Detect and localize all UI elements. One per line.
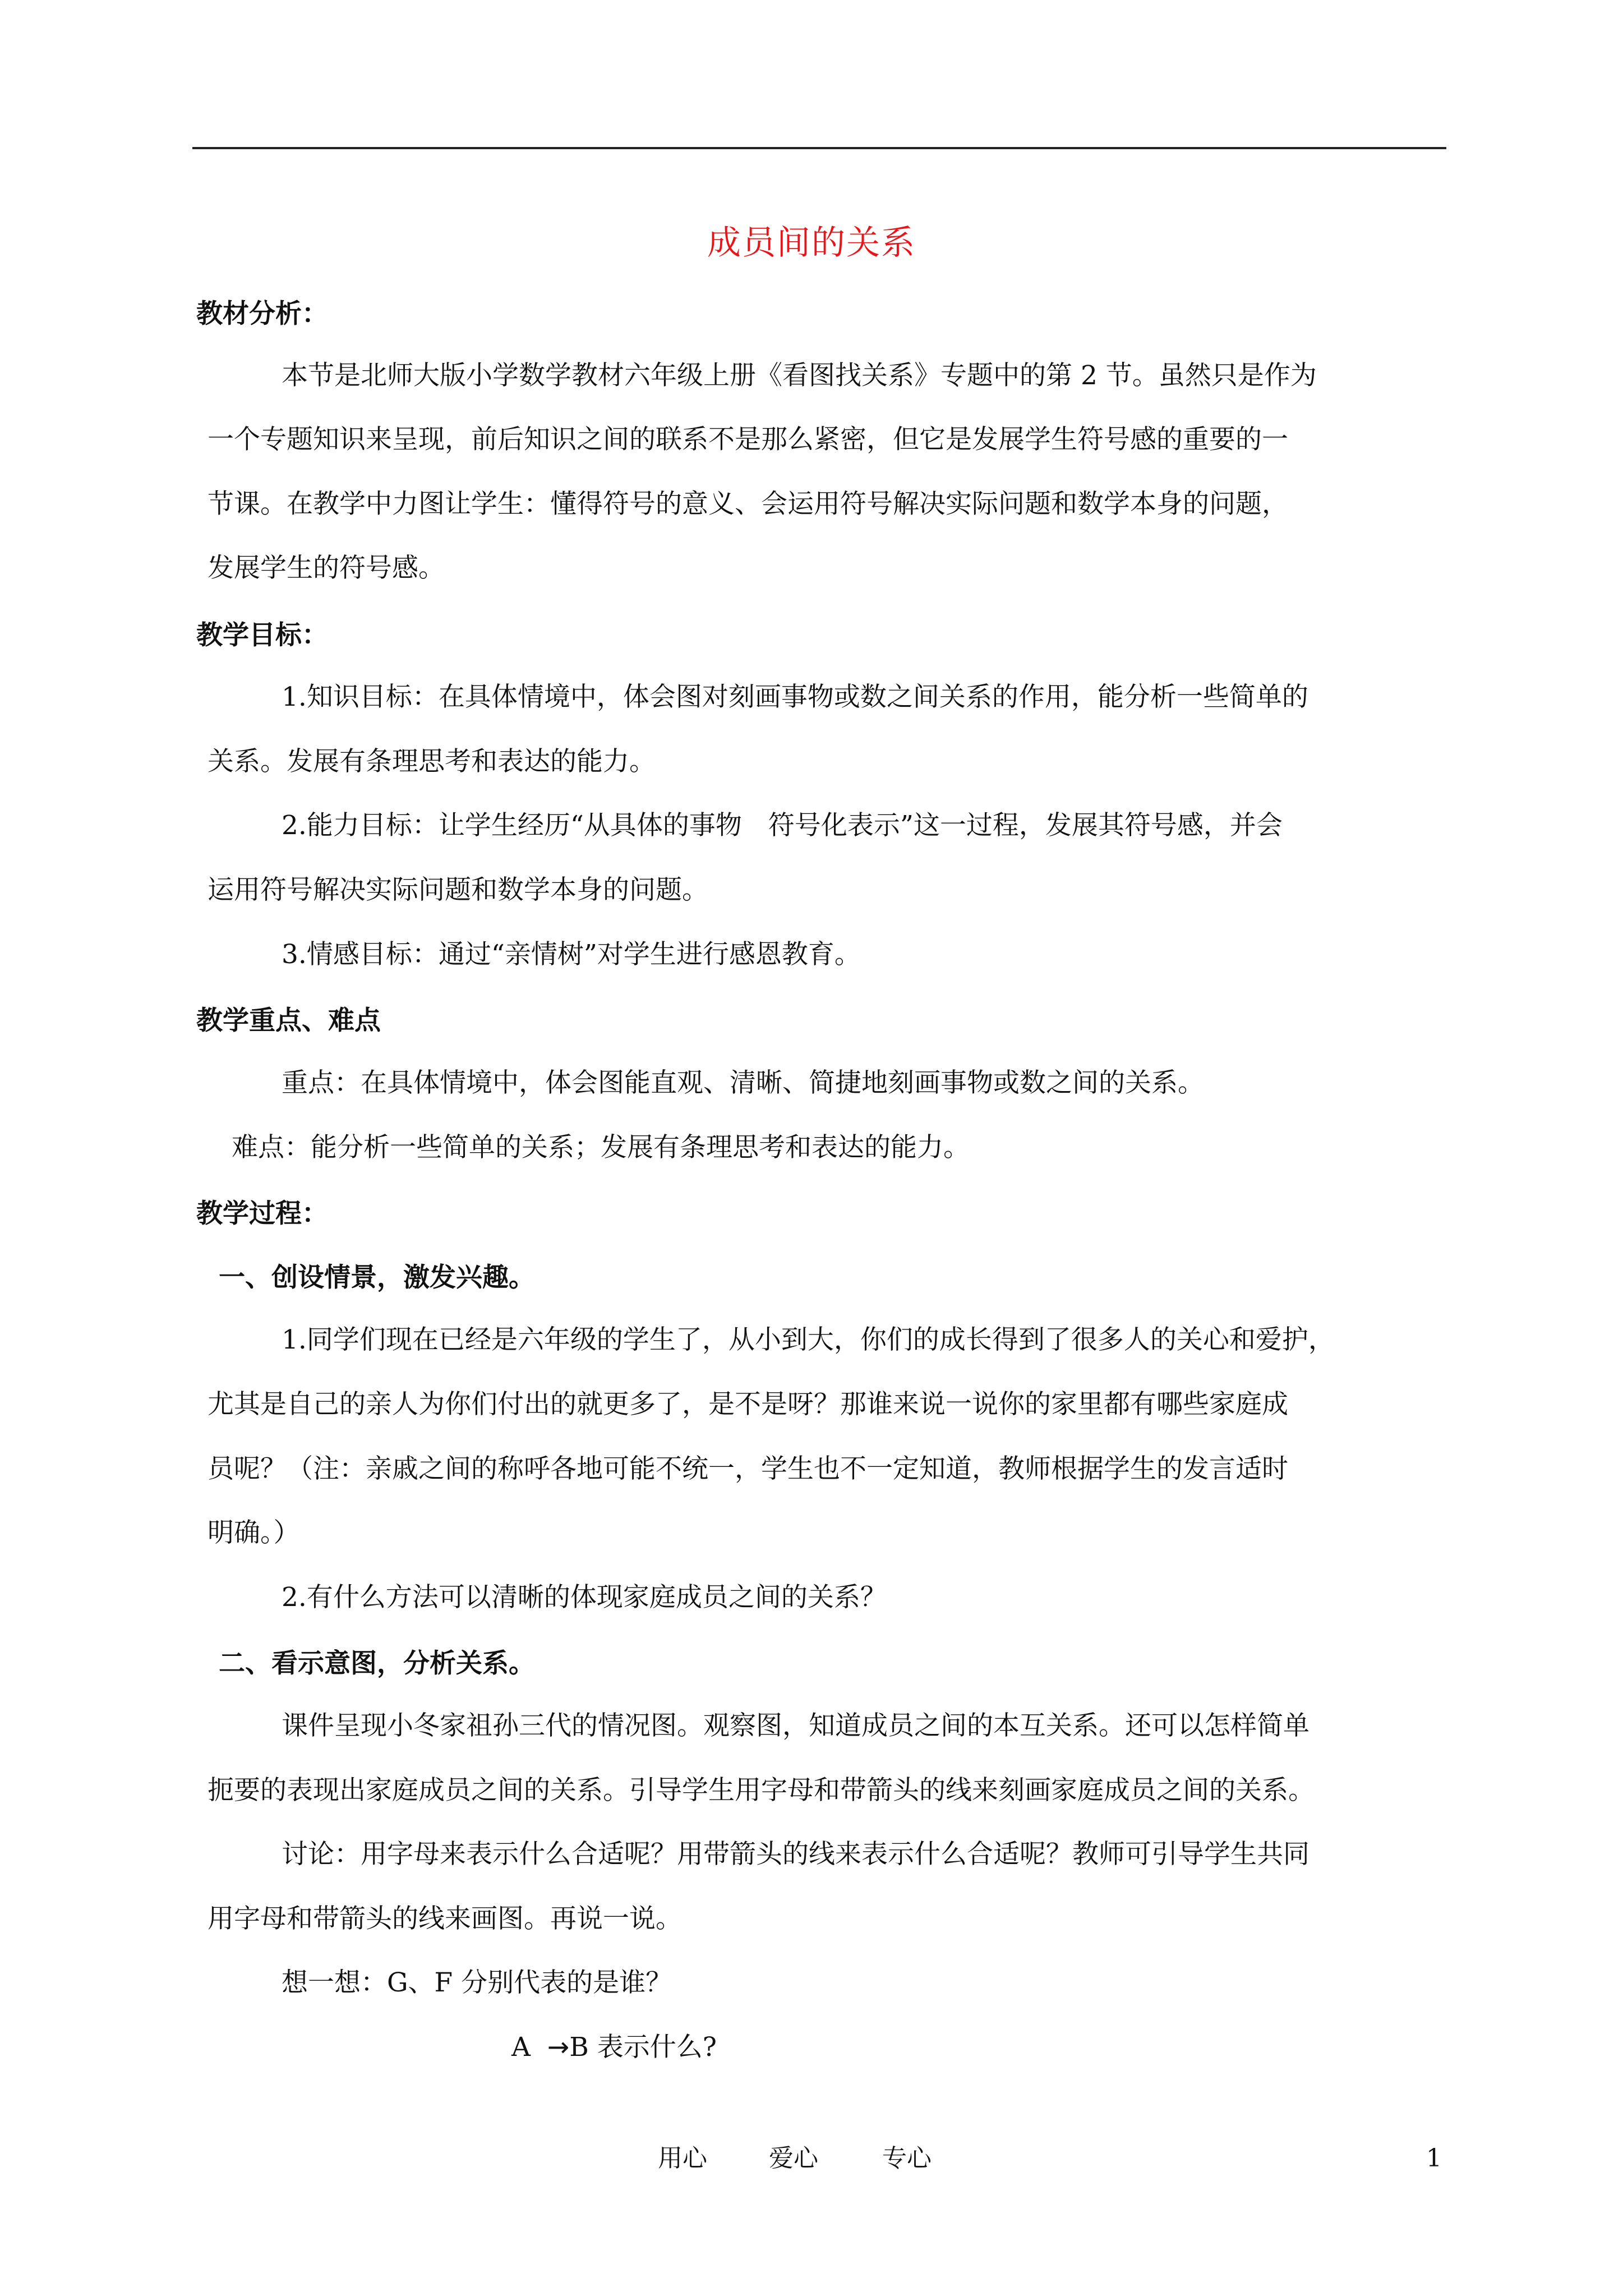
- footer-item: 用心: [658, 2144, 707, 2173]
- paragraph-line: 明确。）: [208, 1517, 300, 1548]
- paragraph-line: 关系。发展有条理思考和表达的能力。: [208, 746, 656, 777]
- paragraph-line: 2.能力目标：让学生经历“从具体的事物 符号化表示”这一过程，发展其符号感，并会: [282, 810, 1283, 841]
- arrow-question: [511, 2031, 717, 2064]
- paragraph-line: 节课。在教学中力图让学生：懂得符号的意义、会运用符号解决实际问题和数学本身的问题，: [208, 489, 1288, 519]
- paragraph-line: 重点：在具体情境中，体会图能直观、清晰、简捷地刻画事物或数之间的关系。: [282, 1068, 1204, 1098]
- footer-item: 爱心: [769, 2144, 818, 2173]
- node-b-question: B 表示什么?: [569, 2032, 717, 2063]
- paragraph-line: 难点：能分析一些简单的关系；发展有条理思考和表达的能力。: [232, 1132, 970, 1163]
- paragraph-line: 员呢？（注：亲戚之间的称呼各地可能不统一，学生也不一定知道，教师根据学生的发言适时: [208, 1453, 1288, 1484]
- paragraph-line: 尤其是自己的亲人为你们付出的就更多了，是不是呀？那谁来说一说你的家里都有哪些家庭成: [208, 1389, 1288, 1420]
- paragraph-line: 发展学生的符号感。: [208, 553, 445, 583]
- node-a-label: A: [511, 2032, 531, 2063]
- footer-item: 专心: [882, 2144, 932, 2173]
- paragraph-line: 1.知识目标：在具体情境中，体会图对刻画事物或数之间关系的作用，能分析一些简单的: [282, 682, 1308, 712]
- heading-objectives: 教学目标：: [196, 620, 328, 651]
- section-heading-2: 二、看示意图，分析关系。: [219, 1648, 535, 1679]
- paragraph-line: 课件呈现小冬家祖孙三代的情况图。观察图，知道成员之间的本互关系。还可以怎样简单: [282, 1710, 1310, 1741]
- page-number: 1: [1426, 2144, 1442, 2173]
- heading-key-points: 教学重点、难点: [196, 1005, 381, 1036]
- paragraph-line: 本节是北师大版小学数学教材六年级上册《看图找关系》专题中的第 2 节。虽然只是作为: [282, 360, 1317, 391]
- header-rule: [192, 147, 1446, 149]
- paragraph-line: 想一想：G、F 分别代表的是谁？: [282, 1967, 672, 1998]
- paragraph-line: 1.同学们现在已经是六年级的学生了，从小到大，你们的成长得到了很多人的关心和爱护，: [282, 1324, 1335, 1355]
- paragraph-line: 3.情感目标：通过“亲情树”对学生进行感恩教育。: [282, 939, 861, 970]
- paragraph-line: 扼要的表现出家庭成员之间的关系。引导学生用字母和带箭头的线来刻画家庭成员之间的关系。: [208, 1775, 1315, 1806]
- heading-materials: 教材分析：: [196, 298, 328, 329]
- paragraph-line: 用字母和带箭头的线来画图。再说一说。: [208, 1903, 682, 1934]
- arrow-icon: →: [547, 2032, 570, 2063]
- paragraph-line: 一个专题知识来呈现，前后知识之间的联系不是那么紧密，但它是发展学生符号感的重要的一: [208, 424, 1288, 455]
- page-title: 成员间的关系: [707, 223, 916, 263]
- paragraph-line: 2.有什么方法可以清晰的体现家庭成员之间的关系？: [282, 1582, 887, 1613]
- section-heading-1: 一、创设情景，激发兴趣。: [219, 1262, 535, 1293]
- heading-process: 教学过程：: [196, 1198, 328, 1229]
- paragraph-line: 讨论：用字母来表示什么合适呢？用带箭头的线来表示什么合适呢？教师可引导学生共同: [282, 1839, 1310, 1870]
- paragraph-line: 运用符号解决实际问题和数学本身的问题。: [208, 875, 708, 905]
